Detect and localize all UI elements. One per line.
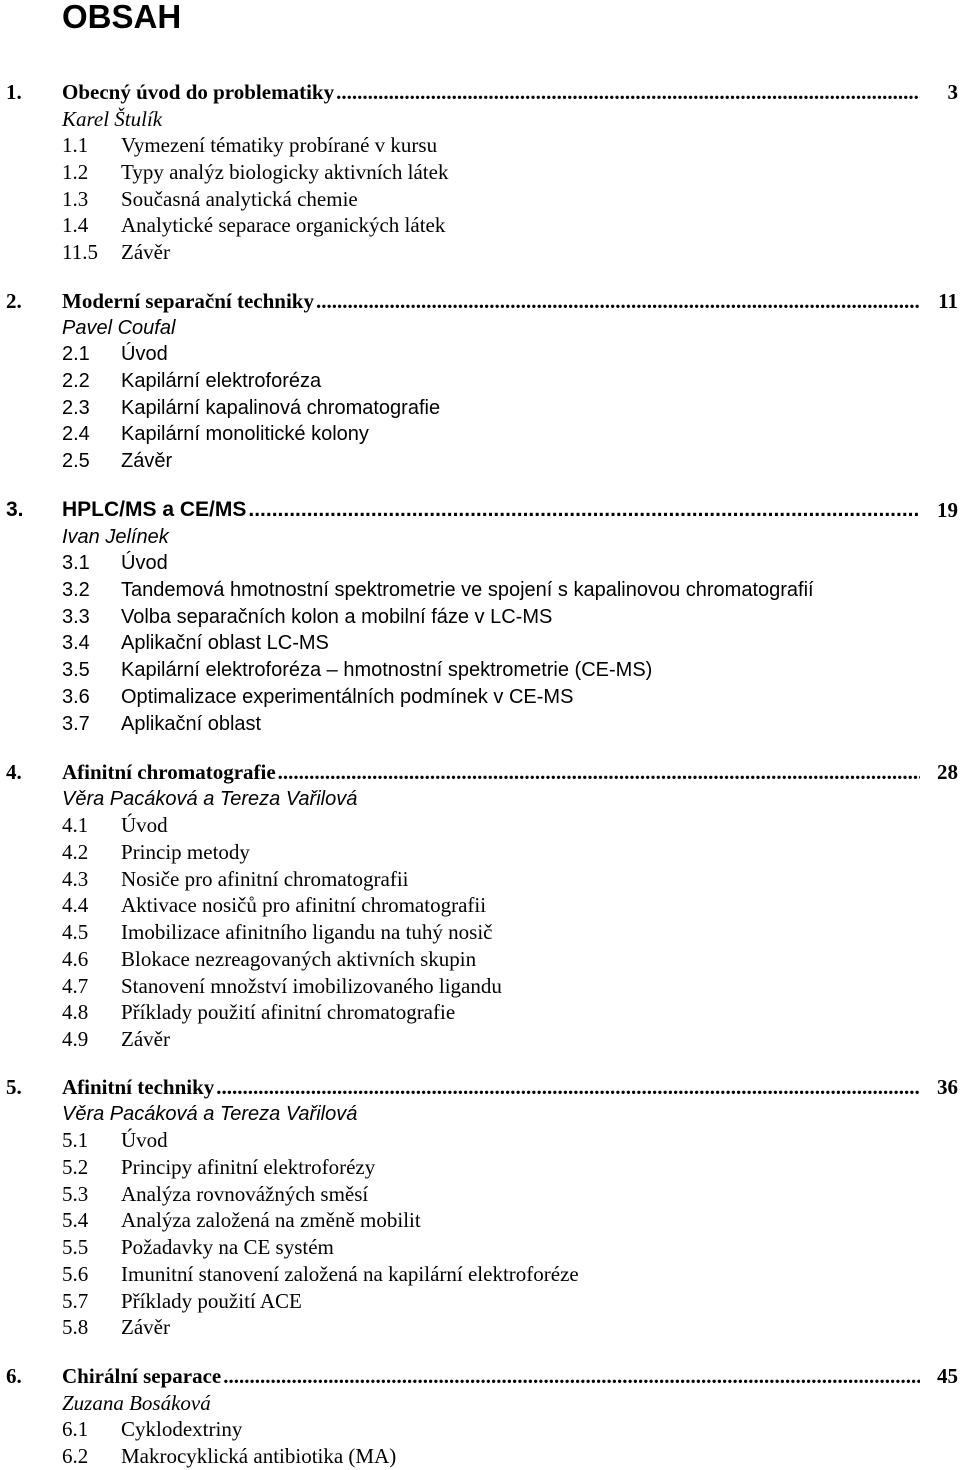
section-number: 4.6 [62, 946, 89, 971]
chapter-number: 6. [6, 1364, 22, 1388]
section-title: Kapilární elektroforéza [121, 370, 322, 393]
section-title: Cyklodextriny [121, 1417, 243, 1442]
toc-section[interactable] [0, 630, 960, 657]
chapter-title: Afinitní chromatografie [62, 760, 276, 784]
section-title: Analýza rovnovážných směsí [121, 1181, 369, 1206]
toc-section[interactable] [0, 684, 960, 711]
toc-section[interactable] [0, 866, 960, 893]
toc-section[interactable] [0, 550, 960, 577]
toc-section[interactable] [0, 1288, 960, 1315]
dot-leader [316, 288, 920, 315]
section-title: Požadavky na CE systém [121, 1235, 334, 1260]
section-title: Závěr [121, 240, 170, 265]
section-number: 4.3 [62, 866, 89, 891]
chapter-author: Ivan Jelínek [62, 525, 169, 548]
section-number: 5.4 [62, 1208, 89, 1233]
section-number: 6.2 [62, 1444, 89, 1469]
section-title: Závěr [121, 1315, 170, 1340]
section-title: Aplikační oblast LC-MS [121, 632, 329, 655]
toc-section[interactable] [0, 973, 960, 1000]
section-number: 1.4 [62, 213, 89, 238]
toc-section[interactable] [0, 1026, 960, 1053]
toc-section[interactable] [0, 1127, 960, 1154]
section-title: Imobilizace afinitního ligandu na tuhý nosič [121, 920, 493, 945]
section-title: Příklady použití afinitní chromatografie [121, 1000, 456, 1025]
chapter-number: 3. [6, 498, 24, 521]
section-title: Úvod [121, 343, 168, 366]
section-number: 5.6 [62, 1261, 89, 1286]
toc-section[interactable] [0, 1443, 960, 1470]
section-title: Úvod [121, 1128, 168, 1153]
section-number: 6.1 [62, 1417, 89, 1442]
section-title: Kapilární kapalinová chromatografie [121, 396, 441, 419]
toc-section[interactable] [0, 839, 960, 866]
toc-section[interactable] [0, 577, 960, 604]
section-number: 3.6 [62, 685, 90, 708]
toc-section[interactable] [0, 421, 960, 448]
section-title: Kapilární monolitické kolony [121, 423, 369, 446]
chapter-page-number: 45 [937, 1364, 958, 1388]
section-number: 3.4 [62, 632, 90, 655]
toc-section[interactable] [0, 239, 960, 266]
section-title: Příklady použití ACE [121, 1288, 302, 1313]
section-title: Imunitní stanovení založená na kapilární elektroforéze [121, 1261, 579, 1286]
toc-section[interactable] [0, 186, 960, 213]
section-number: 4.2 [62, 840, 89, 865]
dot-leader [248, 497, 920, 524]
chapter-page-number: 19 [937, 498, 958, 522]
section-number: 5.1 [62, 1128, 89, 1153]
section-number: 4.9 [62, 1026, 89, 1051]
section-number: 2.2 [62, 370, 90, 393]
toc-section[interactable] [0, 657, 960, 684]
chapter-number: 5. [6, 1075, 22, 1099]
section-number: 2.5 [62, 450, 90, 473]
section-title: Princip metody [121, 840, 250, 865]
chapter-heading[interactable] [0, 288, 960, 315]
section-number: 4.5 [62, 920, 89, 945]
chapter-heading[interactable] [0, 759, 960, 786]
section-number: 1.3 [62, 186, 89, 211]
dot-leader [216, 1074, 920, 1101]
section-title: Stanovení množství imobilizovaného ligandu [121, 973, 502, 998]
chapter-author: Karel Štulík [62, 106, 163, 131]
section-title: Závěr [121, 450, 173, 473]
section-number: 1.1 [62, 133, 89, 158]
toc-section[interactable] [0, 1314, 960, 1341]
toc-section[interactable] [0, 212, 960, 239]
section-number: 11.5 [62, 240, 98, 265]
section-title: Kapilární elektroforéza – hmotnostní spektrometrie (CE-MS) [121, 659, 653, 682]
toc-section[interactable] [0, 711, 960, 738]
section-title: Úvod [121, 813, 168, 838]
section-title: Optimalizace experimentálních podmínek v CE-MS [121, 685, 574, 708]
toc-chapter-5 [0, 1074, 960, 1341]
section-title: Blokace nezreagovaných aktivních skupin [121, 946, 477, 971]
chapter-title: Obecný úvod do problematiky [62, 80, 335, 104]
section-number: 3.7 [62, 712, 90, 735]
chapter-title: Moderní separační techniky [62, 289, 314, 313]
chapter-heading[interactable] [0, 497, 960, 524]
toc-chapter-1 [0, 79, 960, 266]
section-title: Vymezení tématiky probírané v kursu [121, 133, 438, 158]
toc-section[interactable] [0, 1416, 960, 1443]
dot-leader [336, 79, 920, 106]
section-number: 5.7 [62, 1288, 89, 1313]
section-number: 1.2 [62, 160, 89, 185]
section-title: Typy analýz biologicky aktivních látek [121, 160, 449, 185]
toc-section[interactable] [0, 892, 960, 919]
toc-section[interactable] [0, 1261, 960, 1288]
toc-section[interactable] [0, 946, 960, 973]
toc-section[interactable] [0, 1181, 960, 1208]
section-number: 4.7 [62, 973, 89, 998]
section-number: 3.3 [62, 605, 90, 628]
section-title: Volba separačních kolon a mobilní fáze v LC-MS [121, 605, 553, 628]
toc-section[interactable] [0, 919, 960, 946]
section-title: Tandemová hmotnostní spektrometrie ve spojení s kapalinovou chromatografií [121, 579, 814, 602]
toc-section[interactable] [0, 1234, 960, 1261]
section-number: 3.5 [62, 659, 90, 682]
section-number: 5.8 [62, 1315, 89, 1340]
chapter-heading[interactable] [0, 1074, 960, 1101]
section-number: 5.2 [62, 1155, 89, 1180]
section-number: 5.5 [62, 1235, 89, 1260]
toc-section[interactable] [0, 159, 960, 186]
chapter-heading[interactable] [0, 79, 960, 106]
section-title: Analýza založená na změně mobilit [121, 1208, 421, 1233]
chapter-number: 4. [6, 760, 22, 784]
section-number: 3.2 [62, 579, 90, 602]
chapter-heading[interactable] [0, 1363, 960, 1390]
section-title: Nosiče pro afinitní chromatografii [121, 866, 409, 891]
section-number: 2.1 [62, 343, 90, 366]
chapter-author: Pavel Coufal [62, 316, 176, 339]
toc-chapter-2 [0, 288, 960, 475]
chapter-page-number: 3 [947, 80, 958, 104]
chapter-title: Chirální separace [62, 1364, 222, 1388]
dot-leader [223, 1363, 920, 1390]
chapter-page-number: 11 [938, 289, 958, 313]
toc-section[interactable] [0, 999, 960, 1026]
page-title: OBSAH [62, 0, 182, 35]
chapter-number: 1. [6, 80, 22, 104]
section-number: 4.4 [62, 893, 89, 918]
section-number: 4.1 [62, 813, 89, 838]
toc-section[interactable] [0, 368, 960, 395]
toc-chapter-4 [0, 759, 960, 1053]
chapter-title: Afinitní techniky [62, 1075, 215, 1099]
section-number: 5.3 [62, 1181, 89, 1206]
toc-section[interactable] [0, 341, 960, 368]
toc-chapter-3 [0, 497, 960, 737]
section-number: 2.4 [62, 423, 90, 446]
toc-section[interactable] [0, 604, 960, 631]
section-title: Principy afinitní elektroforézy [121, 1155, 376, 1180]
toc-chapter-6 [0, 1363, 960, 1470]
chapter-page-number: 36 [937, 1075, 958, 1099]
chapter-page-number: 28 [937, 760, 958, 784]
toc-section[interactable] [0, 812, 960, 839]
toc-section[interactable] [0, 1154, 960, 1181]
chapter-author: Zuzana Bosáková [62, 1390, 211, 1415]
toc-section[interactable] [0, 448, 960, 475]
section-title: Úvod [121, 552, 168, 575]
toc-section[interactable] [0, 1207, 960, 1234]
chapter-author: Věra Pacáková a Tereza Vařilová [62, 1102, 358, 1125]
section-number: 4.8 [62, 1000, 89, 1025]
chapter-author: Věra Pacáková a Tereza Vařilová [62, 787, 358, 810]
section-title: Makrocyklická antibiotika (MA) [121, 1444, 397, 1469]
section-number: 2.3 [62, 396, 90, 419]
chapter-title: HPLC/MS a CE/MS [62, 498, 247, 521]
section-title: Analytické separace organických látek [121, 213, 446, 238]
toc-section[interactable] [0, 395, 960, 422]
section-title: Aktivace nosičů pro afinitní chromatografii [121, 893, 487, 918]
section-title: Současná analytická chemie [121, 186, 358, 211]
dot-leader [278, 759, 920, 786]
section-title: Závěr [121, 1026, 170, 1051]
chapter-number: 2. [6, 289, 22, 313]
section-title: Aplikační oblast [121, 712, 262, 735]
section-number: 3.1 [62, 552, 90, 575]
toc-section[interactable] [0, 132, 960, 159]
